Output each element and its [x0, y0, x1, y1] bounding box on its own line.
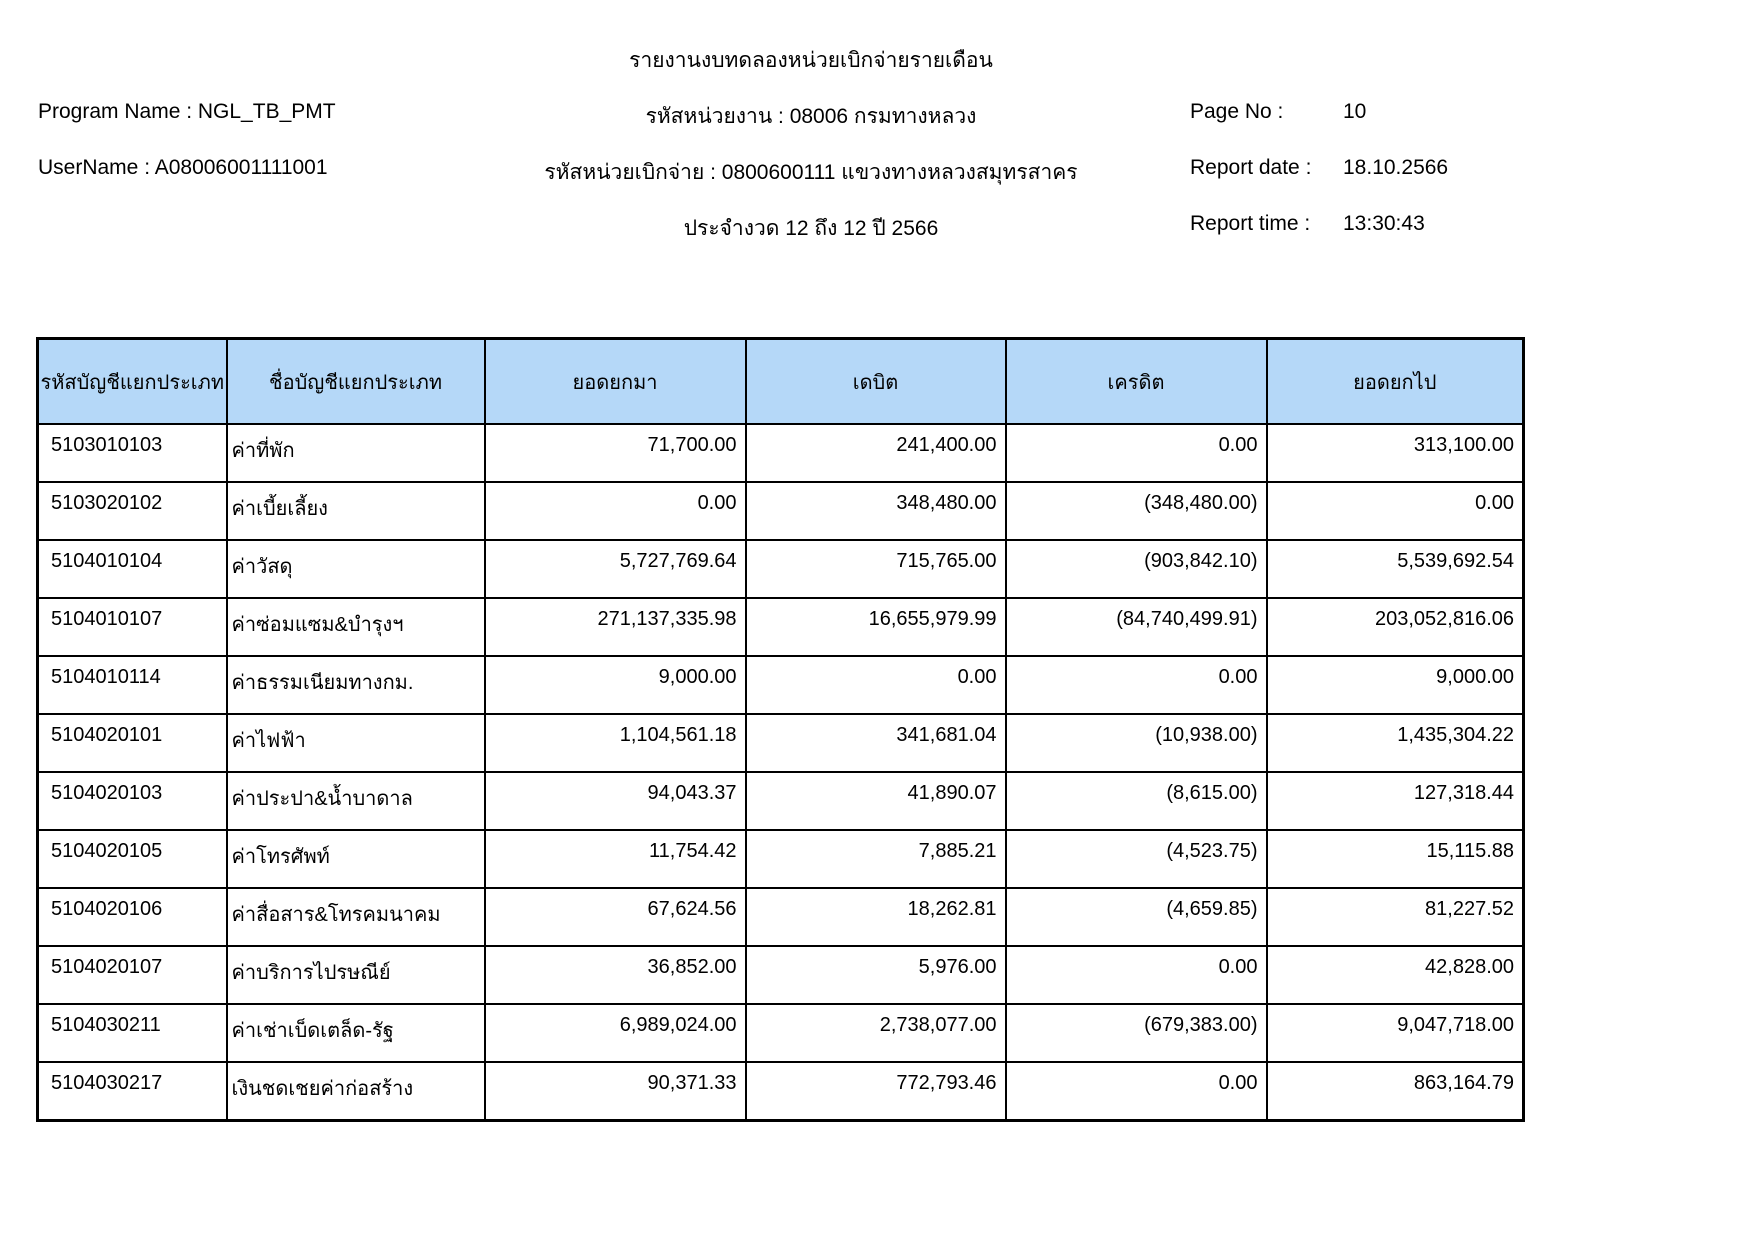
cell-col-5: 81,227.52	[1267, 888, 1524, 946]
cell-col-1: ค่าวัสดุ	[227, 540, 485, 598]
table-row	[38, 1062, 1524, 1120]
table-row	[38, 656, 1524, 714]
table-row	[38, 946, 1524, 1004]
cell-col-3: 2,738,077.00	[746, 1004, 1006, 1062]
cell-col-0: 5104020107	[38, 946, 227, 1004]
report-time-label: Report time :	[1190, 212, 1311, 235]
cell-col-5: 127,318.44	[1267, 772, 1524, 830]
table-row	[38, 424, 1524, 482]
table-header-row	[38, 339, 1524, 425]
table-body	[38, 424, 1524, 1120]
cell-col-0: 5104020105	[38, 830, 227, 888]
table-row	[38, 540, 1524, 598]
cell-col-5: 863,164.79	[1267, 1062, 1524, 1120]
cell-col-2: 71,700.00	[485, 424, 746, 482]
cell-col-2: 0.00	[485, 482, 746, 540]
cell-col-1: ค่าโทรศัพท์	[227, 830, 485, 888]
cell-col-2: 6,989,024.00	[485, 1004, 746, 1062]
table-row	[38, 714, 1524, 772]
column-header-2: ยอดยกมา	[485, 339, 746, 425]
table-row	[38, 598, 1524, 656]
report-title: รายงานงบทดลองหน่วยเบิกจ่ายรายเดือน	[629, 49, 993, 72]
cell-col-2: 5,727,769.64	[485, 540, 746, 598]
trial-balance-table	[36, 337, 1525, 1122]
table-row	[38, 772, 1524, 830]
cell-col-2: 67,624.56	[485, 888, 746, 946]
cell-col-3: 772,793.46	[746, 1062, 1006, 1120]
column-header-1: ชื่อบัญชีแยกประเภท	[227, 339, 485, 425]
page-no-value: 10	[1343, 100, 1367, 123]
cell-col-4: 0.00	[1006, 946, 1267, 1004]
cell-col-5: 5,539,692.54	[1267, 540, 1524, 598]
cell-col-3: 41,890.07	[746, 772, 1006, 830]
column-header-5: ยอดยกไป	[1267, 339, 1524, 425]
period-line: ประจำงวด 12 ถึง 12 ปี 2566	[683, 217, 939, 240]
cell-col-2: 9,000.00	[485, 656, 746, 714]
cell-col-0: 5104020101	[38, 714, 227, 772]
cell-col-5: 9,000.00	[1267, 656, 1524, 714]
cell-col-0: 5104020103	[38, 772, 227, 830]
cell-col-2: 94,043.37	[485, 772, 746, 830]
disbursement-code-line: รหัสหน่วยเบิกจ่าย : 0800600111 แขวงทางหลวงสมุทรสาคร	[544, 161, 1078, 184]
cell-col-1: ค่าประปา&น้ำบาดาล	[227, 772, 485, 830]
column-header-0: รหัสบัญชีแยกประเภท	[38, 339, 227, 425]
cell-col-0: 5103020102	[38, 482, 227, 540]
column-header-4: เครดิต	[1006, 339, 1267, 425]
cell-col-2: 11,754.42	[485, 830, 746, 888]
cell-col-3: 16,655,979.99	[746, 598, 1006, 656]
cell-col-1: ค่าไฟฟ้า	[227, 714, 485, 772]
cell-col-1: ค่าที่พัก	[227, 424, 485, 482]
cell-col-1: เงินชดเชยค่าก่อสร้าง	[227, 1062, 485, 1120]
cell-col-5: 42,828.00	[1267, 946, 1524, 1004]
cell-col-3: 341,681.04	[746, 714, 1006, 772]
cell-col-3: 241,400.00	[746, 424, 1006, 482]
cell-col-4: (679,383.00)	[1006, 1004, 1267, 1062]
cell-col-4: (903,842.10)	[1006, 540, 1267, 598]
cell-col-3: 18,262.81	[746, 888, 1006, 946]
cell-col-3: 7,885.21	[746, 830, 1006, 888]
cell-col-0: 5104010107	[38, 598, 227, 656]
cell-col-2: 90,371.33	[485, 1062, 746, 1120]
cell-col-1: ค่าเช่าเบ็ดเตล็ด-รัฐ	[227, 1004, 485, 1062]
cell-col-0: 5104010104	[38, 540, 227, 598]
cell-col-0: 5103010103	[38, 424, 227, 482]
cell-col-3: 715,765.00	[746, 540, 1006, 598]
cell-col-3: 5,976.00	[746, 946, 1006, 1004]
cell-col-4: 0.00	[1006, 424, 1267, 482]
cell-col-3: 0.00	[746, 656, 1006, 714]
cell-col-5: 0.00	[1267, 482, 1524, 540]
cell-col-4: 0.00	[1006, 656, 1267, 714]
cell-col-2: 1,104,561.18	[485, 714, 746, 772]
report-time-value: 13:30:43	[1343, 212, 1425, 235]
table-header	[38, 339, 1524, 425]
agency-code-line: รหัสหน่วยงาน : 08006 กรมทางหลวง	[645, 105, 977, 128]
table-row	[38, 1004, 1524, 1062]
cell-col-1: ค่าบริการไปรษณีย์	[227, 946, 485, 1004]
cell-col-5: 15,115.88	[1267, 830, 1524, 888]
page-no-label: Page No :	[1190, 100, 1284, 123]
table-row	[38, 482, 1524, 540]
cell-col-0: 5104020106	[38, 888, 227, 946]
cell-col-0: 5104030217	[38, 1062, 227, 1120]
cell-col-4: (8,615.00)	[1006, 772, 1267, 830]
cell-col-0: 5104030211	[38, 1004, 227, 1062]
cell-col-1: ค่าสื่อสาร&โทรคมนาคม	[227, 888, 485, 946]
cell-col-4: (348,480.00)	[1006, 482, 1267, 540]
cell-col-4: 0.00	[1006, 1062, 1267, 1120]
table-row	[38, 888, 1524, 946]
report-date-value: 18.10.2566	[1343, 156, 1449, 179]
cell-col-5: 203,052,816.06	[1267, 598, 1524, 656]
cell-col-4: (4,523.75)	[1006, 830, 1267, 888]
report-date-label: Report date :	[1190, 156, 1312, 179]
program-name-line: Program Name : NGL_TB_PMT	[38, 100, 336, 123]
cell-col-5: 1,435,304.22	[1267, 714, 1524, 772]
table-row	[38, 830, 1524, 888]
cell-col-2: 36,852.00	[485, 946, 746, 1004]
cell-col-4: (10,938.00)	[1006, 714, 1267, 772]
cell-col-0: 5104010114	[38, 656, 227, 714]
cell-col-2: 271,137,335.98	[485, 598, 746, 656]
user-name-line: UserName : A08006001111001	[38, 156, 328, 179]
column-header-3: เดบิต	[746, 339, 1006, 425]
cell-col-3: 348,480.00	[746, 482, 1006, 540]
cell-col-5: 313,100.00	[1267, 424, 1524, 482]
cell-col-1: ค่าเบี้ยเลี้ยง	[227, 482, 485, 540]
cell-col-5: 9,047,718.00	[1267, 1004, 1524, 1062]
cell-col-1: ค่าธรรมเนียมทางกม.	[227, 656, 485, 714]
cell-col-4: (4,659.85)	[1006, 888, 1267, 946]
cell-col-4: (84,740,499.91)	[1006, 598, 1267, 656]
cell-col-1: ค่าซ่อมแซม&บำรุงฯ	[227, 598, 485, 656]
